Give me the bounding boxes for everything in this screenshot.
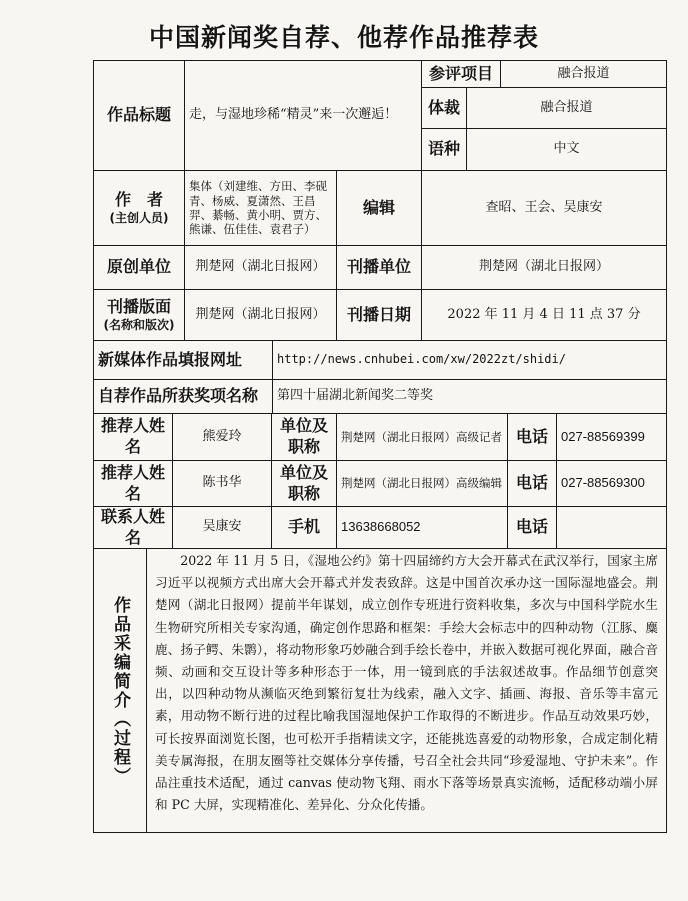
editor-label: 编辑	[336, 170, 422, 246]
recommender-2-phone-label: 电话	[507, 460, 557, 507]
award-label: 自荐作品所获奖项名称	[93, 379, 273, 414]
recommender-1-unit-label: 单位及职称	[271, 413, 337, 461]
origin-unit-label: 原创单位	[93, 245, 185, 290]
editor-value: 查昭、王会、吴康安	[421, 170, 667, 246]
publish-date-value: 2022 年 11 月 4 日 11 点 37 分	[421, 289, 667, 341]
publish-date-label: 刊播日期	[336, 289, 422, 341]
url-value: http://news.cnhubei.com/xw/2022zt/shidi/	[272, 340, 667, 380]
publish-unit-value: 荆楚网（湖北日报网）	[421, 245, 667, 290]
recommender-1-unit: 荆楚网（湖北日报网）高级记者	[336, 413, 508, 461]
category-value: 融合报道	[500, 60, 667, 88]
intro-label: 作品采编简介（过程）	[110, 595, 131, 786]
category-label: 参评项目	[421, 60, 501, 88]
author-label-cell	[93, 170, 185, 246]
mobile-label: 手机	[271, 506, 337, 549]
publish-page-label-cell	[93, 289, 185, 341]
contact-name-label: 联系人姓名	[93, 506, 173, 549]
recommender-1-phone: 027-88569399	[556, 413, 667, 461]
url-label: 新媒体作品填报网址	[93, 340, 273, 380]
origin-unit-value: 荆楚网（湖北日报网）	[184, 245, 337, 290]
publish-page-sublabel: (名称和版次)	[103, 317, 175, 332]
author-sublabel: (主创人员)	[109, 210, 169, 225]
publish-page-label: 刊播版面	[106, 296, 171, 316]
work-title-label: 作品标题	[93, 60, 185, 171]
intro-text: 2022 年 11 月 5 日，《湿地公约》第十四届缔约方大会开幕式在武汉举行，国家主席习近平以视频方式出席大会开幕式并发表致辞。这是中国首次承办这一国际湿地盛会。荆楚网（湖北日报网）提前半年谋划，成立创作专班进行资料收集，多次与中国科学院水生生物研究所相关专家沟通，确定创作思路和框架：手绘大会标志中的四种动物（江豚、麋鹿、扬子鳄、朱鹮），将动物形象巧妙融合到手绘长卷中，并嵌入数据可视化界面，融合音频、动画和交互设计等多种形态于一体，用一镜到底的手法叙述故事。作品细节创意突出，以四种动物从濒临灭绝到繁衍复壮为线索，融入文字、插画、海报、音乐等丰富元素，用动物不断行进的过程比喻我国湿地保护工作取得的不断进步。作品互动效果巧妙，可长按界面浏览长图，也可松开手指精读文字，还能挑选喜爱的动物形象，合成定制化精美专属海报，在朋友圈等社交媒体分享传播，号召全社会共同“珍爱湿地、守护未来”。作品注重技术适配，通过 canvas 使动物飞翔、雨水下落等场景真实流畅，适配移动端小屏和 PC 大屏，实现精准化、差异化、分众化传播。	[155, 553, 658, 813]
recommender-2-unit: 荆楚网（湖北日报网）高级编辑	[336, 460, 508, 507]
recommender-2-phone: 027-88569300	[556, 460, 667, 507]
contact-name: 吴康安	[172, 506, 272, 549]
recommender-2-name: 陈书华	[172, 460, 272, 507]
contact-phone	[556, 506, 667, 549]
contact-mobile: 13638668052	[336, 506, 508, 549]
intro-cell	[146, 548, 667, 833]
recommender-1-phone-label: 电话	[507, 413, 557, 461]
recommender-1-name-label: 推荐人姓名	[93, 413, 173, 461]
genre-label: 体裁	[421, 87, 467, 129]
author-value: 集体（刘建维、方田、李砚青、杨威、夏潇然、王昌羿、綦畅、黄小明、贾方、熊谦、伍佳佳、袁君子）	[184, 170, 337, 246]
language-label: 语种	[421, 128, 467, 171]
intro-label-cell	[93, 548, 147, 833]
publish-page-value: 荆楚网（湖北日报网）	[184, 289, 337, 341]
recommender-1-name: 熊爱玲	[172, 413, 272, 461]
recommender-2-name-label: 推荐人姓名	[93, 460, 173, 507]
award-value: 第四十届湖北新闻奖二等奖	[272, 379, 667, 414]
contact-phone-label: 电话	[507, 506, 557, 549]
publish-unit-label: 刊播单位	[336, 245, 422, 290]
work-title-value: 走，与湿地珍稀“精灵”来一次邂逅！	[184, 60, 422, 171]
genre-value: 融合报道	[466, 87, 667, 129]
form-title: 中国新闻奖自荐、他荐作品推荐表	[148, 23, 539, 52]
language-value: 中文	[466, 128, 667, 171]
author-label: 作 者	[114, 189, 163, 209]
recommender-2-unit-label: 单位及职称	[271, 460, 337, 507]
